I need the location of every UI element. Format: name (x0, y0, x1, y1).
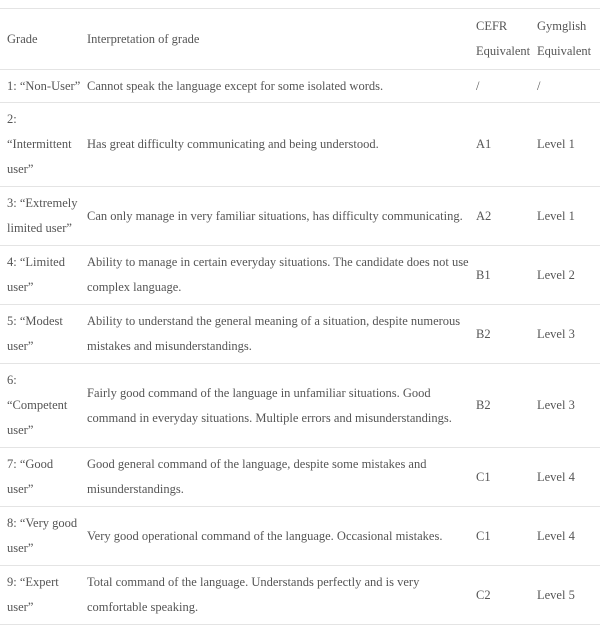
header-row (0, 9, 600, 70)
cefr-cell: B1 (476, 267, 491, 282)
header-interpretation: Interpretation of grade (87, 31, 200, 46)
table-row (0, 566, 600, 625)
cefr-cell: C1 (476, 469, 491, 484)
table-row (0, 364, 600, 448)
header-gymglish-line2: Equivalent (537, 44, 592, 58)
gymglish-cell: / (537, 78, 541, 93)
table-row (0, 187, 600, 246)
table-row (0, 70, 600, 103)
header-cefr-line1: CEFR (476, 19, 508, 33)
gymglish-cell: Level 4 (537, 528, 575, 543)
table-row (0, 305, 600, 364)
grade-cell: 2: “Intermittent user” (7, 112, 72, 176)
gymglish-cell: Level 5 (537, 587, 575, 602)
table-row (0, 448, 600, 507)
grade-cell: 7: “Good user” (7, 457, 54, 496)
grade-equivalence-table (0, 8, 600, 625)
table-row (0, 103, 600, 187)
grade-cell: 4: “Limited user” (7, 255, 65, 294)
gymglish-cell: Level 1 (537, 208, 575, 223)
cefr-cell: B2 (476, 326, 491, 341)
interpretation-cell: Can only manage in very familiar situations, has difficulty communicating. (87, 208, 463, 223)
cefr-cell: A1 (476, 137, 492, 151)
table-header (0, 9, 600, 70)
interpretation-cell: Good general command of the language, despite some mistakes and misunderstandings. (87, 457, 427, 496)
header-cefr (469, 9, 530, 70)
cefr-cell: C2 (476, 587, 491, 602)
cefr-cell: / (476, 78, 480, 93)
table-body (0, 70, 600, 625)
grade-cell: 8: “Very good user” (7, 516, 78, 555)
interpretation-cell: Fairly good command of the language in unfamiliar situations. Good command in everyday situations. Multiple errors and misunderstandings. (87, 385, 452, 425)
cefr-cell: A2 (476, 208, 492, 223)
interpretation-cell: Total command of the language. Understands perfectly and is very comfortable speaking. (87, 575, 420, 614)
gymglish-cell: Level 1 (537, 137, 575, 151)
grade-cell: 6: “Competent user” (7, 373, 68, 437)
table-row (0, 507, 600, 566)
cefr-cell: C1 (476, 528, 491, 543)
grade-cell: 9: “Expert user” (7, 575, 59, 614)
interpretation-cell: Very good operational command of the language. Occasional mistakes. (87, 528, 443, 543)
header-gymglish-line1: Gymglish (537, 19, 587, 33)
interpretation-cell: Ability to manage in certain everyday situations. The candidate does not use complex language. (87, 255, 469, 294)
gymglish-cell: Level 2 (537, 267, 575, 282)
header-grade: Grade (7, 31, 38, 46)
gymglish-cell: Level 4 (537, 469, 575, 484)
interpretation-cell: Ability to understand the general meaning of a situation, despite numerous mistakes and misunderstandings. (87, 314, 461, 353)
grade-cell: 3: “Extremely limited user” (7, 196, 78, 235)
header-gymglish (530, 9, 600, 70)
header-cefr-line2: Equivalent (476, 44, 530, 58)
cefr-cell: B2 (476, 398, 491, 412)
table-row (0, 246, 600, 305)
grade-cell: 1: “Non-User” (7, 78, 80, 93)
gymglish-cell: Level 3 (537, 326, 575, 341)
interpretation-cell: Cannot speak the language except for some isolated words. (87, 78, 384, 93)
grade-cell: 5: “Modest user” (7, 314, 63, 353)
gymglish-cell: Level 3 (537, 398, 575, 412)
interpretation-cell: Has great difficulty communicating and being understood. (87, 137, 379, 151)
